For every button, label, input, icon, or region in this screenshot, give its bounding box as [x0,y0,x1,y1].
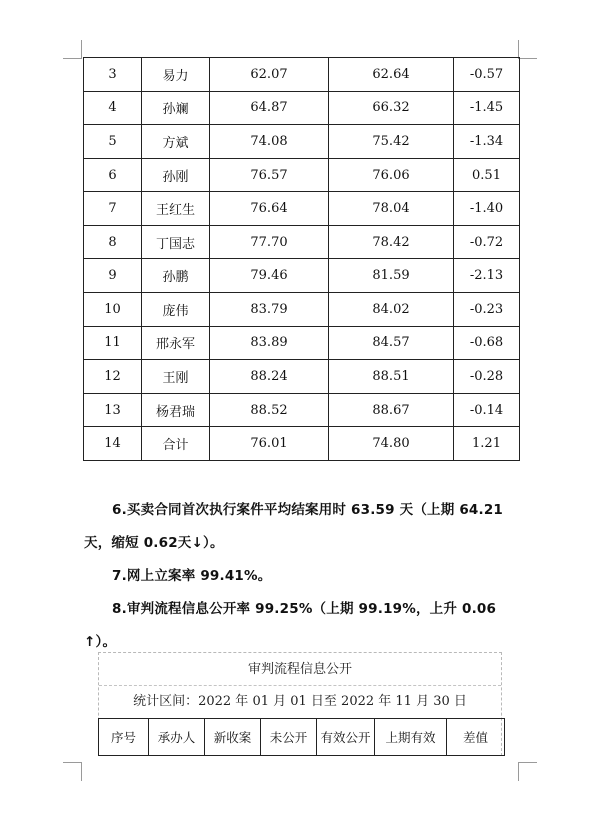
column-header: 上期有效 [375,719,447,756]
dashed-divider [99,685,501,686]
table-row [84,393,520,427]
row-number: 5 [84,125,142,159]
current-value: 76.57 [210,158,329,192]
judge-name: 庞伟 [142,293,210,327]
row-number: 13 [84,393,142,427]
table-row [84,360,520,394]
paragraph-6: 6.买卖合同首次执行案件平均结案用时 63.59 天（上期 64.21天，缩短 0.62天↓）。 [84,502,504,551]
row-number: 7 [84,192,142,226]
table-row [84,192,520,226]
row-number: 10 [84,293,142,327]
current-value: 77.70 [210,225,329,259]
table-row [84,259,520,293]
table-row [84,158,520,192]
judge-name: 孙刚 [142,158,210,192]
current-value: 76.01 [210,427,329,461]
previous-value: 74.80 [329,427,454,461]
table-row [84,225,520,259]
column-header: 新收案 [205,719,261,756]
results-table [83,57,520,461]
current-value: 79.46 [210,259,329,293]
judge-name: 王红生 [142,192,210,226]
current-value: 88.24 [210,360,329,394]
judge-name: 王刚 [142,360,210,394]
difference-value: -0.72 [454,225,520,259]
column-header: 序号 [99,719,149,756]
judge-name: 孙斓 [142,91,210,125]
difference-value: -0.57 [454,58,520,92]
judge-name: 邢永军 [142,326,210,360]
difference-value: -1.40 [454,192,520,226]
judge-name: 丁国志 [142,225,210,259]
judge-name: 杨君瑞 [142,393,210,427]
previous-value: 78.04 [329,192,454,226]
column-header: 承办人 [149,719,205,756]
info-table-title: 审判流程信息公开 [247,662,352,677]
judge-name: 方斌 [142,125,210,159]
difference-value: -0.14 [454,393,520,427]
previous-value: 88.51 [329,360,454,394]
current-value: 74.08 [210,125,329,159]
current-value: 76.64 [210,192,329,226]
row-number: 4 [84,91,142,125]
row-number: 14 [84,427,142,461]
statistics-period: 统计区间：2022 年 01 月 01 日至 2022 年 11 月 30 日 [133,694,467,709]
difference-value: -1.45 [454,91,520,125]
row-number: 3 [84,58,142,92]
previous-value: 66.32 [329,91,454,125]
row-number: 8 [84,225,142,259]
column-header: 差值 [447,719,505,756]
difference-value: -2.13 [454,259,520,293]
current-value: 64.87 [210,91,329,125]
table-row [84,326,520,360]
previous-value: 84.57 [329,326,454,360]
difference-value: -1.34 [454,125,520,159]
judge-name: 合计 [142,427,210,461]
row-number: 9 [84,259,142,293]
table-row [84,58,520,92]
judge-name: 易力 [142,58,210,92]
previous-value: 88.67 [329,393,454,427]
previous-value: 76.06 [329,158,454,192]
previous-value: 75.42 [329,125,454,159]
current-value: 62.07 [210,58,329,92]
previous-value: 81.59 [329,259,454,293]
previous-value: 62.64 [329,58,454,92]
difference-value: -0.28 [454,360,520,394]
info-table-header [98,718,505,756]
difference-value: -0.68 [454,326,520,360]
crop-mark-top-left [63,40,82,59]
table-row [84,91,520,125]
row-number: 12 [84,360,142,394]
current-value: 83.89 [210,326,329,360]
previous-value: 84.02 [329,293,454,327]
judge-name: 孙鹏 [142,259,210,293]
table-row [84,125,520,159]
table-row [84,427,520,461]
row-number: 6 [84,158,142,192]
difference-value: 1.21 [454,427,520,461]
column-header: 未公开 [261,719,317,756]
difference-value: 0.51 [454,158,520,192]
crop-mark-bottom-right [518,762,537,781]
paragraph-8: 8.审判流程信息公开率 99.25%（上期 99.19%，上升 0.06 ↑）。 [84,601,497,650]
crop-mark-top-right [518,40,537,59]
current-value: 83.79 [210,293,329,327]
previous-value: 78.42 [329,225,454,259]
column-header: 有效公开 [317,719,375,756]
crop-mark-bottom-left [63,762,82,781]
current-value: 88.52 [210,393,329,427]
row-number: 11 [84,326,142,360]
difference-value: -0.23 [454,293,520,327]
paragraph-7: 7.网上立案率 99.41%。 [112,568,272,584]
table-row [84,293,520,327]
